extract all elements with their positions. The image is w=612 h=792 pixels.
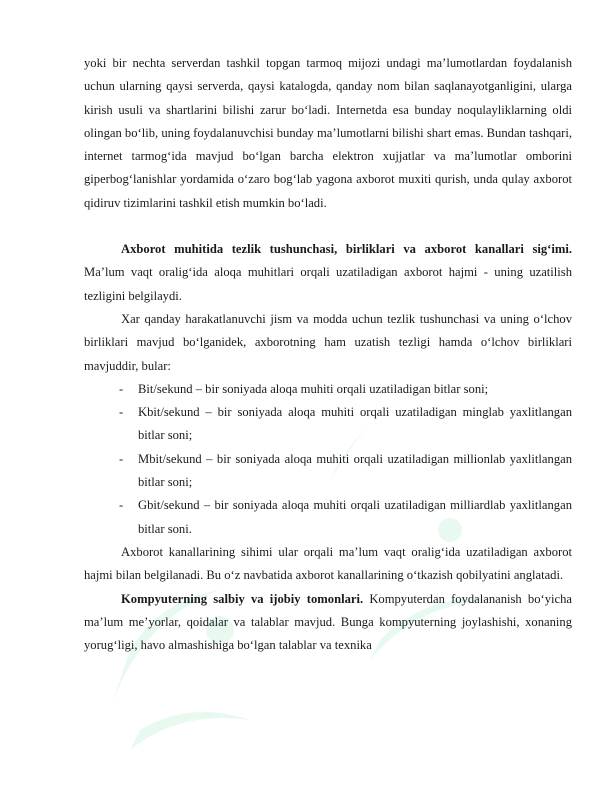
paragraph-computer-text: Kompyuterdan foydalananish bo‘yicha ma’lum me’yorlar, qoidalar va talablar mavjud. Bunga kompyuterning joylashishi, xonaning yorug‘ligi, havo almashishiga bo‘lgan talablar va texnika [84, 591, 572, 653]
paragraph-intro: yoki bir nechta serverdan tashkil topgan tarmoq mijozi undagi ma’lumotlardan foydalanish uchun ularning qaysi serverda, qaysi katalogda, qanday nom bilan saqlanayotganligini, ularga kirish usuli va shartlarini bilishi zarur bo‘ladi. Internetda esa bunday noqulayliklarning oldi olingan bo‘lib, uning foydalanuvchisi bunday ma’lumotlarni bilishi shart emas. Bundan tashqari, internet tarmog‘ida mavjud bo‘lgan barcha elektron xujjatlar va ma’lumotlar omborini giperbog‘lanishlar yordamida o‘zaro bog‘lab yagona axborot muxiti qurish, unda qulay axborot qidiruv tizimlarini tashkil etish mumkin bo‘ladi. [84, 56, 572, 210]
list-item-text: Mbit/sekund – bir soniyada aloqa muhiti orqali uzatiladigan millionlab yaxlitlangan bitlar soni; [138, 451, 572, 490]
paragraph-units-intro: Xar qanday harakatlanuvchi jism va modda uchun tezlik tushunchasi va uning o‘lchov birliklari mavjud bo‘lganidek, axborotning ham uzatish tezligi hamda o‘lchov birliklari mavjuddir, bular: [84, 311, 572, 373]
list-item-text: Kbit/sekund – bir soniyada aloqa muhiti orqali uzatiladigan minglab yaxlitlangan bitlar soni; [138, 405, 572, 443]
list-item [84, 494, 572, 541]
list-dash: - [119, 451, 124, 466]
list-dash: - [119, 498, 124, 513]
list-dash: - [119, 405, 124, 420]
list-item [84, 401, 572, 448]
heading-computer-sides: Kompyuterning salbiy va ijobiy tomonlari. [121, 591, 364, 606]
list-dash: - [119, 381, 124, 396]
list-item-text: Bit/sekund – bir soniyada aloqa muhiti orqali uzatiladigan bitlar soni; [138, 381, 489, 396]
paragraph-computer-sides [84, 588, 572, 658]
paragraph-channel-capacity: Axborot kanallarining sihimi ular orqali ma’lum vaqt oralig‘ida uzatiladigan axborot hajmi bilan belgilanadi. Bu o‘z navbatida axborot kanallarining o‘tkazish qobilyatini anglatadi. [84, 544, 572, 583]
paragraph-speed-text: Ma’lum vaqt oralig‘ida aloqa muhitlari orqali uzatiladigan axborot hajmi - uning uzatilish tezligini belgilaydi. [84, 265, 572, 303]
list-item-text: Gbit/sekund – bir soniyada aloqa muhiti orqali uzatiladigan milliardlab yaxlitlangan bitlar soni. [138, 498, 572, 536]
paragraph-speed-heading [84, 238, 572, 308]
heading-speed-concept: Axborot muhitida tezlik tushunchasi, birliklari va axborot kanallari sig‘imi. [121, 242, 572, 257]
document-page [84, 52, 572, 657]
list-item [84, 448, 572, 495]
units-list [84, 378, 572, 541]
list-item [84, 378, 572, 401]
